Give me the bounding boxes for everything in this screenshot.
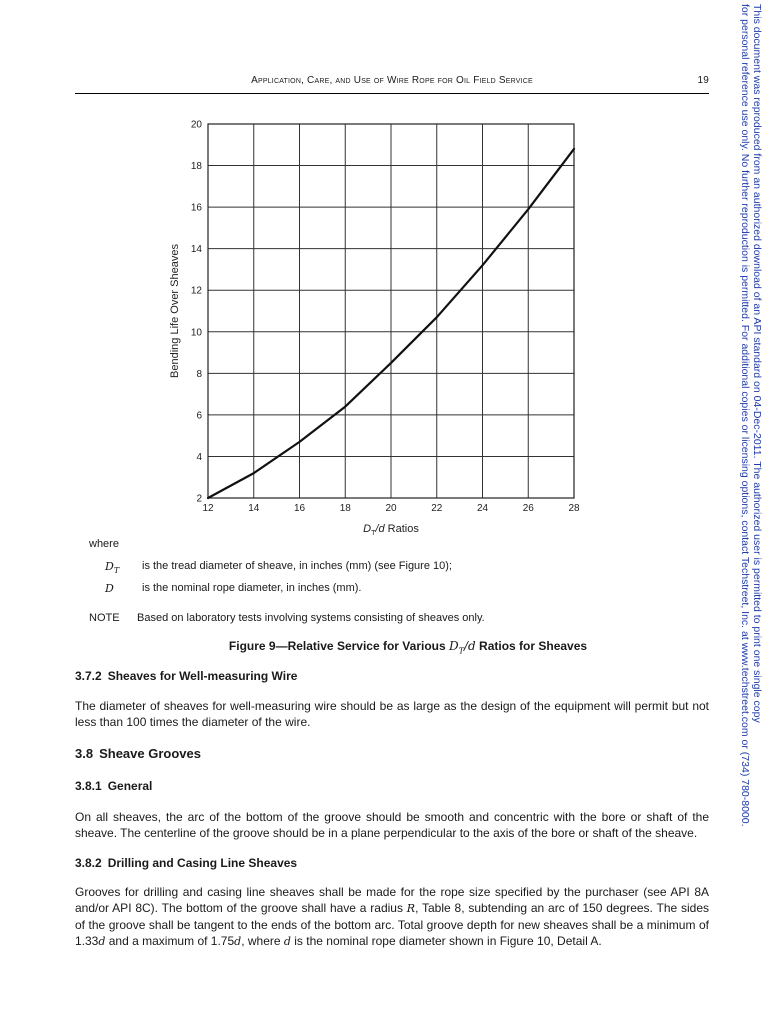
side-notice-line-2: for personal reference use only. No further reproduction is permitted. For additional copies or licensing options, contact Techstreet, Inc. at www.techstreet.com or (734) 780-8000. bbox=[739, 4, 751, 827]
figure-note bbox=[89, 612, 485, 624]
note-text: Based on laboratory tests involving systems consisting of sheaves only. bbox=[137, 612, 485, 624]
section-heading-3-8-2: 3.8.2 Drilling and Casing Line Sheaves bbox=[75, 856, 298, 870]
definition-row bbox=[89, 582, 362, 604]
figure-caption: Figure 9—Relative Service for Various $D_T/d$ Ratios for Sheaves bbox=[228, 639, 588, 656]
running-header bbox=[75, 73, 709, 94]
definition-text: is the nominal rope diameter, in inches (mm). bbox=[142, 582, 362, 594]
y-axis-label: Bending Life Over Sheaves bbox=[169, 244, 181, 378]
x-tick-label: 18 bbox=[339, 503, 351, 514]
paragraph-3-8-1: On all sheaves, the arc of the bottom of the groove should be smooth and concentric with the bore or shaft of the sheave. The centerline of the groove should be in a plane perpendicular to the axis of the bore or shaft of the sheave. bbox=[75, 810, 709, 840]
definition-row bbox=[89, 560, 452, 582]
x-tick-label: 16 bbox=[293, 503, 306, 514]
y-tick-label: 20 bbox=[190, 119, 202, 131]
x-tick-label: 26 bbox=[522, 503, 534, 514]
grid-layer bbox=[208, 124, 574, 498]
x-tick-label: 28 bbox=[568, 503, 580, 514]
definition-symbol: $D_T$ bbox=[105, 560, 120, 576]
x-tick-label: 24 bbox=[476, 503, 489, 514]
chart-svg bbox=[160, 112, 600, 542]
section-heading-3-8-1: 3.8.1 General bbox=[75, 779, 153, 793]
y-tick-label: 4 bbox=[196, 451, 202, 463]
y-tick-label: 14 bbox=[190, 244, 202, 256]
side-notice-line-1: This document was reproduced from an authorized download of an API standard on 04-Dec-2011. The authorized user is permitted to print one single copy bbox=[751, 4, 763, 723]
y-tick-label: 6 bbox=[196, 410, 202, 422]
x-tick-label: 22 bbox=[431, 503, 443, 514]
section-heading-3-7-2: 3.7.2 Sheaves for Well-measuring Wire bbox=[75, 669, 298, 683]
page-number: 19 bbox=[697, 75, 709, 86]
symbol-definitions bbox=[89, 538, 452, 604]
y-tick-label: 8 bbox=[196, 368, 202, 380]
caption-symbol: $D_T/d$ bbox=[449, 639, 476, 656]
x-tick-label: 14 bbox=[248, 503, 260, 514]
paragraph-3-8-2: Grooves for drilling and casing line sheaves shall be made for the rope size specified by the purchaser (see API 8A and/or API 8C). The bottom of the groove shall have a radius R, Table 8, subtending an arc of 150 degrees. The sides of the groove shall be tangent to the ends of the bottom arc. Total groove depth for new sheaves shall be a minimum of 1.33d and a maximum of 1.75d, where d is the nominal rope diameter shown in Figure 10, Detail A. bbox=[75, 885, 710, 948]
x-axis-label: $D_T/d$ Ratios bbox=[363, 523, 419, 537]
tick-layer bbox=[191, 120, 580, 515]
side-copyright-notice bbox=[737, 0, 767, 1024]
definition-text: is the tread diameter of sheave, in inches (mm) (see Figure 10); bbox=[142, 560, 452, 572]
section-heading-3-8: 3.8 Sheave Grooves bbox=[75, 746, 201, 761]
figure-9-chart bbox=[160, 112, 600, 542]
note-label: NOTE bbox=[89, 612, 120, 624]
paragraph-3-7-2: The diameter of sheaves for well-measuring wire should be as large as the design of the equipment will permit but not less than 100 times the diameter of the wire. bbox=[75, 699, 709, 729]
header-title: Application, Care, and Use of Wire Rope for Oil Field Service bbox=[251, 75, 533, 86]
y-tick-label: 12 bbox=[190, 285, 202, 297]
definition-symbol: D bbox=[105, 582, 114, 595]
where-label: where bbox=[89, 538, 119, 550]
y-tick-label: 2 bbox=[196, 493, 202, 505]
x-tick-label: 12 bbox=[202, 503, 214, 514]
y-tick-label: 18 bbox=[190, 161, 202, 173]
y-tick-label: 16 bbox=[190, 202, 202, 214]
y-tick-label: 10 bbox=[190, 327, 202, 339]
x-tick-label: 20 bbox=[385, 503, 397, 514]
